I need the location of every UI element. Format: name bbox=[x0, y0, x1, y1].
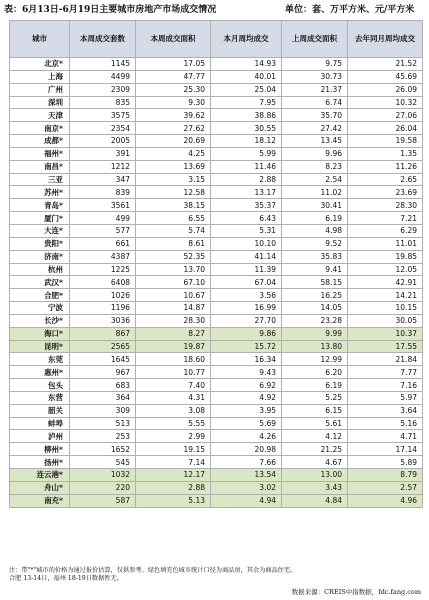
value-cell: 41.14 bbox=[211, 250, 282, 263]
value-cell: 6.92 bbox=[211, 379, 282, 392]
value-cell: 2.88 bbox=[211, 173, 282, 186]
value-cell: 5.55 bbox=[136, 417, 211, 430]
table-body bbox=[10, 58, 423, 508]
value-cell: 2005 bbox=[70, 135, 136, 148]
value-cell: 18.12 bbox=[211, 135, 282, 148]
value-cell: 499 bbox=[70, 212, 136, 225]
value-cell: 16.25 bbox=[282, 289, 348, 302]
value-cell: 20.98 bbox=[211, 443, 282, 456]
value-cell: 7.95 bbox=[211, 96, 282, 109]
value-cell: 4.84 bbox=[282, 494, 348, 507]
city-cell: 大连* bbox=[10, 224, 70, 237]
value-cell: 2.54 bbox=[282, 173, 348, 186]
table-row bbox=[10, 224, 423, 237]
value-cell: 7.40 bbox=[136, 379, 211, 392]
value-cell: 5.97 bbox=[348, 391, 423, 404]
value-cell: 18.60 bbox=[136, 353, 211, 366]
value-cell: 4.96 bbox=[348, 494, 423, 507]
table-row bbox=[10, 481, 423, 494]
value-cell: 4.12 bbox=[282, 430, 348, 443]
table-row bbox=[10, 250, 423, 263]
value-cell: 12.58 bbox=[136, 186, 211, 199]
value-cell: 3.43 bbox=[282, 481, 348, 494]
value-cell: 14.87 bbox=[136, 302, 211, 315]
value-cell: 5.69 bbox=[211, 417, 282, 430]
city-cell: 包头 bbox=[10, 379, 70, 392]
value-cell: 16.99 bbox=[211, 302, 282, 315]
value-cell: 30.05 bbox=[348, 314, 423, 327]
value-cell: 5.31 bbox=[211, 224, 282, 237]
value-cell: 10.37 bbox=[348, 327, 423, 340]
value-cell: 30.41 bbox=[282, 199, 348, 212]
value-cell: 9.30 bbox=[136, 96, 211, 109]
value-cell: 9.41 bbox=[282, 263, 348, 276]
header-city: 城市 bbox=[10, 21, 70, 58]
value-cell: 9.52 bbox=[282, 237, 348, 250]
value-cell: 67.10 bbox=[136, 276, 211, 289]
value-cell: 220 bbox=[70, 481, 136, 494]
table-row bbox=[10, 340, 423, 353]
value-cell: 6.43 bbox=[211, 212, 282, 225]
value-cell: 3036 bbox=[70, 314, 136, 327]
city-cell: 青岛* bbox=[10, 199, 70, 212]
table-row bbox=[10, 263, 423, 276]
value-cell: 5.61 bbox=[282, 417, 348, 430]
value-cell: 3.02 bbox=[211, 481, 282, 494]
city-cell: 东营 bbox=[10, 391, 70, 404]
value-cell: 10.15 bbox=[348, 302, 423, 315]
title-row bbox=[4, 3, 425, 17]
value-cell: 17.14 bbox=[348, 443, 423, 456]
value-cell: 967 bbox=[70, 366, 136, 379]
value-cell: 27.62 bbox=[136, 122, 211, 135]
value-cell: 23.69 bbox=[348, 186, 423, 199]
value-cell: 6.19 bbox=[282, 212, 348, 225]
value-cell: 40.01 bbox=[211, 70, 282, 83]
value-cell: 12.99 bbox=[282, 353, 348, 366]
table-row bbox=[10, 276, 423, 289]
city-cell: 深圳 bbox=[10, 96, 70, 109]
value-cell: 25.30 bbox=[136, 83, 211, 96]
value-cell: 2.88 bbox=[136, 481, 211, 494]
table-row bbox=[10, 199, 423, 212]
value-cell: 17.05 bbox=[136, 58, 211, 71]
value-cell: 6.19 bbox=[282, 379, 348, 392]
value-cell: 9.86 bbox=[211, 327, 282, 340]
value-cell: 35.70 bbox=[282, 109, 348, 122]
value-cell: 52.35 bbox=[136, 250, 211, 263]
value-cell: 13.69 bbox=[136, 160, 211, 173]
value-cell: 58.15 bbox=[282, 276, 348, 289]
value-cell: 1026 bbox=[70, 289, 136, 302]
value-cell: 867 bbox=[70, 327, 136, 340]
city-cell: 成都* bbox=[10, 135, 70, 148]
value-cell: 6.15 bbox=[282, 404, 348, 417]
table-row bbox=[10, 443, 423, 456]
value-cell: 5.99 bbox=[211, 147, 282, 160]
value-cell: 7.16 bbox=[348, 379, 423, 392]
value-cell: 11.39 bbox=[211, 263, 282, 276]
value-cell: 15.72 bbox=[211, 340, 282, 353]
value-cell: 21.84 bbox=[348, 353, 423, 366]
value-cell: 10.10 bbox=[211, 237, 282, 250]
value-cell: 6.20 bbox=[282, 366, 348, 379]
value-cell: 4.98 bbox=[282, 224, 348, 237]
value-cell: 26.09 bbox=[348, 83, 423, 96]
value-cell: 9.75 bbox=[282, 58, 348, 71]
value-cell: 47.77 bbox=[136, 70, 211, 83]
table-row bbox=[10, 417, 423, 430]
city-cell: 韶关 bbox=[10, 404, 70, 417]
header-month-weekly-avg: 本月周均成交 bbox=[211, 21, 282, 58]
value-cell: 6.74 bbox=[282, 96, 348, 109]
value-cell: 13.00 bbox=[282, 469, 348, 482]
value-cell: 1225 bbox=[70, 263, 136, 276]
value-cell: 1196 bbox=[70, 302, 136, 315]
table-row bbox=[10, 430, 423, 443]
table-row bbox=[10, 122, 423, 135]
value-cell: 309 bbox=[70, 404, 136, 417]
footnote-line-1: 注：带"*"城市的价格为通过报价估算，仅供参考。绿色填充色城市统计口径为商品房，其余为商品住宅。 bbox=[9, 567, 297, 574]
table-row bbox=[10, 58, 423, 71]
value-cell: 253 bbox=[70, 430, 136, 443]
value-cell: 1212 bbox=[70, 160, 136, 173]
value-cell: 26.04 bbox=[348, 122, 423, 135]
table-row bbox=[10, 327, 423, 340]
value-cell: 6.29 bbox=[348, 224, 423, 237]
value-cell: 21.25 bbox=[282, 443, 348, 456]
table-row bbox=[10, 404, 423, 417]
header-row bbox=[10, 21, 423, 58]
value-cell: 5.16 bbox=[348, 417, 423, 430]
city-cell: 济南* bbox=[10, 250, 70, 263]
city-cell: 北京* bbox=[10, 58, 70, 71]
value-cell: 27.42 bbox=[282, 122, 348, 135]
city-cell: 长沙* bbox=[10, 314, 70, 327]
value-cell: 21.52 bbox=[348, 58, 423, 71]
city-cell: 惠州* bbox=[10, 366, 70, 379]
city-cell: 海口* bbox=[10, 327, 70, 340]
value-cell: 3561 bbox=[70, 199, 136, 212]
value-cell: 4.25 bbox=[136, 147, 211, 160]
value-cell: 28.30 bbox=[136, 314, 211, 327]
value-cell: 4.31 bbox=[136, 391, 211, 404]
footnote bbox=[9, 567, 422, 583]
value-cell: 3.56 bbox=[211, 289, 282, 302]
value-cell: 1645 bbox=[70, 353, 136, 366]
table-row bbox=[10, 147, 423, 160]
value-cell: 38.86 bbox=[211, 109, 282, 122]
city-cell: 南充* bbox=[10, 494, 70, 507]
header-last-year-weekly-avg: 去年同月周均成交 bbox=[348, 21, 423, 58]
value-cell: 545 bbox=[70, 456, 136, 469]
table-row bbox=[10, 366, 423, 379]
value-cell: 2.57 bbox=[348, 481, 423, 494]
city-cell: 连云港* bbox=[10, 469, 70, 482]
value-cell: 21.37 bbox=[282, 83, 348, 96]
value-cell: 10.32 bbox=[348, 96, 423, 109]
value-cell: 835 bbox=[70, 96, 136, 109]
table-row bbox=[10, 379, 423, 392]
value-cell: 683 bbox=[70, 379, 136, 392]
value-cell: 661 bbox=[70, 237, 136, 250]
table-row bbox=[10, 456, 423, 469]
table-row bbox=[10, 353, 423, 366]
value-cell: 14.05 bbox=[282, 302, 348, 315]
value-cell: 8.79 bbox=[348, 469, 423, 482]
value-cell: 11.26 bbox=[348, 160, 423, 173]
table-row bbox=[10, 96, 423, 109]
value-cell: 12.17 bbox=[136, 469, 211, 482]
city-cell: 武汉* bbox=[10, 276, 70, 289]
value-cell: 2354 bbox=[70, 122, 136, 135]
value-cell: 5.89 bbox=[348, 456, 423, 469]
value-cell: 13.17 bbox=[211, 186, 282, 199]
value-cell: 4499 bbox=[70, 70, 136, 83]
value-cell: 4387 bbox=[70, 250, 136, 263]
value-cell: 35.37 bbox=[211, 199, 282, 212]
value-cell: 39.62 bbox=[136, 109, 211, 122]
value-cell: 1.35 bbox=[348, 147, 423, 160]
city-cell: 厦门* bbox=[10, 212, 70, 225]
value-cell: 1145 bbox=[70, 58, 136, 71]
value-cell: 9.99 bbox=[282, 327, 348, 340]
value-cell: 347 bbox=[70, 173, 136, 186]
city-cell: 贵阳* bbox=[10, 237, 70, 250]
value-cell: 2.99 bbox=[136, 430, 211, 443]
value-cell: 35.83 bbox=[282, 250, 348, 263]
value-cell: 28.30 bbox=[348, 199, 423, 212]
value-cell: 38.15 bbox=[136, 199, 211, 212]
value-cell: 4.67 bbox=[282, 456, 348, 469]
city-cell: 天津 bbox=[10, 109, 70, 122]
value-cell: 8.23 bbox=[282, 160, 348, 173]
header-week-units: 本周成交套数 bbox=[70, 21, 136, 58]
value-cell: 10.67 bbox=[136, 289, 211, 302]
value-cell: 17.55 bbox=[348, 340, 423, 353]
city-cell: 合肥* bbox=[10, 289, 70, 302]
value-cell: 30.73 bbox=[282, 70, 348, 83]
value-cell: 42.91 bbox=[348, 276, 423, 289]
value-cell: 14.93 bbox=[211, 58, 282, 71]
unit-label: 单位：套、万平方米、元/平方米 bbox=[285, 5, 415, 15]
value-cell: 19.87 bbox=[136, 340, 211, 353]
table-row bbox=[10, 109, 423, 122]
city-cell: 舟山* bbox=[10, 481, 70, 494]
table-row bbox=[10, 70, 423, 83]
city-cell: 昆明* bbox=[10, 340, 70, 353]
table-row bbox=[10, 83, 423, 96]
value-cell: 67.04 bbox=[211, 276, 282, 289]
city-cell: 杭州 bbox=[10, 263, 70, 276]
table-row bbox=[10, 135, 423, 148]
table-row bbox=[10, 160, 423, 173]
table-row bbox=[10, 186, 423, 199]
value-cell: 3.15 bbox=[136, 173, 211, 186]
value-cell: 19.85 bbox=[348, 250, 423, 263]
value-cell: 5.25 bbox=[282, 391, 348, 404]
value-cell: 2.65 bbox=[348, 173, 423, 186]
value-cell: 6.55 bbox=[136, 212, 211, 225]
table-row bbox=[10, 302, 423, 315]
value-cell: 839 bbox=[70, 186, 136, 199]
value-cell: 587 bbox=[70, 494, 136, 507]
value-cell: 8.61 bbox=[136, 237, 211, 250]
city-cell: 蚌埠 bbox=[10, 417, 70, 430]
value-cell: 3.95 bbox=[211, 404, 282, 417]
value-cell: 27.70 bbox=[211, 314, 282, 327]
city-cell: 上海 bbox=[10, 70, 70, 83]
footnote-line-2: 合肥 13-14日，福州 18-19日数据暂无。 bbox=[9, 575, 123, 582]
table-row bbox=[10, 212, 423, 225]
value-cell: 4.92 bbox=[211, 391, 282, 404]
value-cell: 577 bbox=[70, 224, 136, 237]
value-cell: 20.69 bbox=[136, 135, 211, 148]
value-cell: 391 bbox=[70, 147, 136, 160]
transaction-table bbox=[9, 20, 423, 508]
value-cell: 13.54 bbox=[211, 469, 282, 482]
city-cell: 扬州* bbox=[10, 456, 70, 469]
value-cell: 13.80 bbox=[282, 340, 348, 353]
value-cell: 1652 bbox=[70, 443, 136, 456]
value-cell: 27.06 bbox=[348, 109, 423, 122]
header-last-week-area: 上周成交面积 bbox=[282, 21, 348, 58]
value-cell: 23.28 bbox=[282, 314, 348, 327]
value-cell: 4.94 bbox=[211, 494, 282, 507]
table-row bbox=[10, 237, 423, 250]
value-cell: 8.27 bbox=[136, 327, 211, 340]
value-cell: 2309 bbox=[70, 83, 136, 96]
city-cell: 东莞 bbox=[10, 353, 70, 366]
value-cell: 12.05 bbox=[348, 263, 423, 276]
table-row bbox=[10, 289, 423, 302]
city-cell: 南京* bbox=[10, 122, 70, 135]
value-cell: 5.13 bbox=[136, 494, 211, 507]
value-cell: 19.15 bbox=[136, 443, 211, 456]
city-cell: 福州* bbox=[10, 147, 70, 160]
value-cell: 11.02 bbox=[282, 186, 348, 199]
value-cell: 513 bbox=[70, 417, 136, 430]
value-cell: 6408 bbox=[70, 276, 136, 289]
city-cell: 宁波 bbox=[10, 302, 70, 315]
table-row bbox=[10, 314, 423, 327]
city-cell: 柳州* bbox=[10, 443, 70, 456]
city-cell: 广州 bbox=[10, 83, 70, 96]
value-cell: 13.45 bbox=[282, 135, 348, 148]
value-cell: 45.69 bbox=[348, 70, 423, 83]
value-cell: 5.74 bbox=[136, 224, 211, 237]
value-cell: 7.21 bbox=[348, 212, 423, 225]
header-week-area: 本周成交面积 bbox=[136, 21, 211, 58]
city-cell: 泸州 bbox=[10, 430, 70, 443]
value-cell: 7.14 bbox=[136, 456, 211, 469]
value-cell: 3575 bbox=[70, 109, 136, 122]
table-row bbox=[10, 469, 423, 482]
value-cell: 11.46 bbox=[211, 160, 282, 173]
value-cell: 4.26 bbox=[211, 430, 282, 443]
city-cell: 苏州* bbox=[10, 186, 70, 199]
value-cell: 7.77 bbox=[348, 366, 423, 379]
value-cell: 25.04 bbox=[211, 83, 282, 96]
value-cell: 16.34 bbox=[211, 353, 282, 366]
value-cell: 364 bbox=[70, 391, 136, 404]
table-title: 表：6月13日-6月19日主要城市房地产市场成交情况 bbox=[4, 5, 217, 15]
table-row bbox=[10, 391, 423, 404]
value-cell: 7.66 bbox=[211, 456, 282, 469]
value-cell: 2565 bbox=[70, 340, 136, 353]
value-cell: 4.71 bbox=[348, 430, 423, 443]
value-cell: 13.70 bbox=[136, 263, 211, 276]
city-cell: 三亚 bbox=[10, 173, 70, 186]
value-cell: 30.55 bbox=[211, 122, 282, 135]
value-cell: 11.01 bbox=[348, 237, 423, 250]
data-source: 数据来源：CREIS中指数据，fdc.fang.com bbox=[291, 588, 421, 596]
table-row bbox=[10, 173, 423, 186]
city-cell: 南昌* bbox=[10, 160, 70, 173]
value-cell: 10.77 bbox=[136, 366, 211, 379]
value-cell: 19.58 bbox=[348, 135, 423, 148]
table-row bbox=[10, 494, 423, 507]
value-cell: 9.43 bbox=[211, 366, 282, 379]
value-cell: 3.64 bbox=[348, 404, 423, 417]
value-cell: 1032 bbox=[70, 469, 136, 482]
value-cell: 3.08 bbox=[136, 404, 211, 417]
value-cell: 9.96 bbox=[282, 147, 348, 160]
value-cell: 14.21 bbox=[348, 289, 423, 302]
